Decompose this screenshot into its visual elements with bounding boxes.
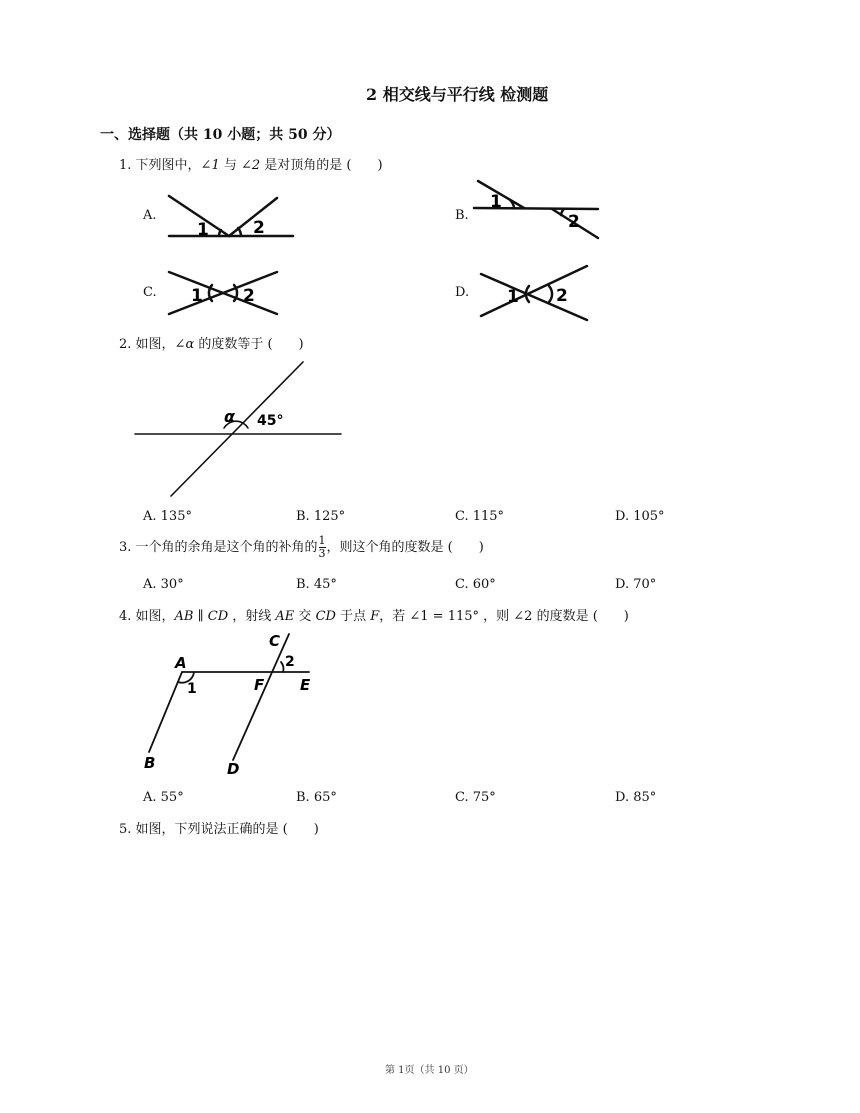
angle-label-2: 2 xyxy=(568,212,580,232)
angle-label-1: 1 xyxy=(191,286,203,306)
angle-2-arc xyxy=(281,662,283,672)
angle-label-1: 1 xyxy=(490,192,502,212)
page-footer: 第 1页（共 10 页） xyxy=(385,1065,474,1076)
alpha-label: α xyxy=(224,407,235,426)
q1-figure-c xyxy=(165,268,281,318)
q1-figure-d xyxy=(477,262,591,324)
section-heading: 一、选择题（共 10 小题；共 50 分） xyxy=(100,127,341,143)
angle-arc-2 xyxy=(549,286,552,302)
q1-option-b-label: B. xyxy=(455,208,469,223)
question-5-text: 5. 如图，下列说法正确的是 ( ) xyxy=(119,822,319,837)
q1-option-a-label: A. xyxy=(143,208,157,223)
q1-figure-b xyxy=(472,177,602,243)
q1-option-c-label: C. xyxy=(143,285,157,300)
q4-option-c: C. 75° xyxy=(455,790,496,805)
q4-option-a: A. 55° xyxy=(143,790,184,805)
point-e-label: E xyxy=(300,676,311,694)
line-2 xyxy=(481,266,587,316)
q3-option-b: B. 45° xyxy=(296,577,337,592)
q3-option-c: C. 60° xyxy=(455,577,496,592)
q2-option-c: C. 115° xyxy=(455,509,505,524)
line-1 xyxy=(481,274,587,320)
line-cd xyxy=(233,634,289,760)
angle-arc-2 xyxy=(234,285,237,301)
segment-ab xyxy=(149,672,182,752)
point-b-label: B xyxy=(144,754,156,772)
q2-option-d: D. 105° xyxy=(615,509,665,524)
angle-arc-1 xyxy=(209,285,212,301)
q4-option-b: B. 65° xyxy=(296,790,337,805)
angle-label-2: 2 xyxy=(556,286,568,306)
q3-option-d: D. 70° xyxy=(615,577,657,592)
angle-1-label: 1 xyxy=(187,681,197,697)
q3-option-a: A. 30° xyxy=(143,577,184,592)
question-2-text: 2. 如图，∠α 的度数等于 ( ) xyxy=(119,337,304,352)
slanted-line xyxy=(171,362,303,496)
angle-label-2: 2 xyxy=(253,218,265,238)
angle-label-1: 1 xyxy=(197,220,209,240)
question-3-text: 3. 一个角的余角是这个角的补角的$\frac{1}{3}$ ，则这个角的度数是 ( ) xyxy=(119,534,484,560)
question-1-text: 1. 下列图中，∠1 与 ∠2 是对顶角的是 ( ) xyxy=(119,158,383,173)
question-4-text: 4. 如图，AB ∥ CD ，射线 AE 交 CD 于点 F，若 ∠1 = 115° ，则 ∠2 的度数是 ( ) xyxy=(119,609,629,624)
q2-option-a: A. 135° xyxy=(143,509,192,524)
q4-figure xyxy=(137,628,327,780)
fraction-one-third: $\frac{1}{3}$ xyxy=(318,534,326,560)
angle-label-1: 1 xyxy=(507,287,519,307)
q2-option-b: B. 125° xyxy=(296,509,346,524)
point-a-label: A xyxy=(175,654,187,672)
q1-figure-a xyxy=(165,190,297,242)
q4-option-d: D. 85° xyxy=(615,790,657,805)
angle-45-label: 45° xyxy=(257,413,284,429)
page-title: 2 相交线与平行线 检测题 xyxy=(366,85,549,104)
q2-figure xyxy=(133,358,345,500)
angle-2-label: 2 xyxy=(285,654,295,670)
point-d-label: D xyxy=(227,760,240,778)
angle-label-2: 2 xyxy=(243,286,255,306)
point-f-label: F xyxy=(254,676,265,694)
point-c-label: C xyxy=(269,632,281,650)
q1-option-d-label: D. xyxy=(455,285,470,300)
